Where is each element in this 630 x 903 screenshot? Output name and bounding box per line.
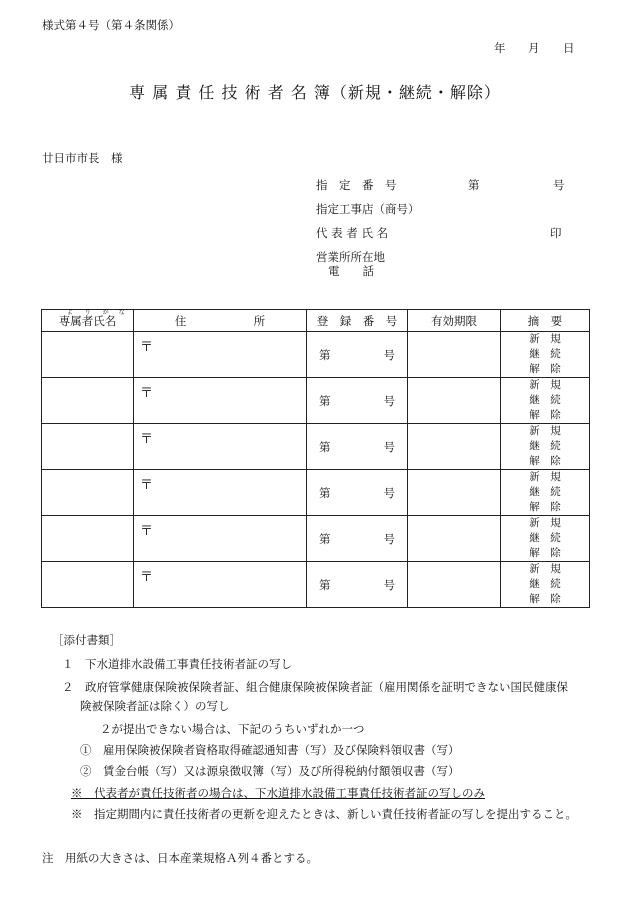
registration-go: 号: [383, 578, 395, 592]
attachment-note-1: ※ 代表者が責任技術者の場合は、下水道排水設備工事責任技術者証の写しのみ: [71, 786, 485, 800]
header-address: [134, 310, 307, 332]
summary-continue[interactable]: 継 続: [529, 486, 561, 498]
summary-cell[interactable]: [501, 516, 590, 562]
name-ruby-1: よ: [66, 308, 73, 316]
table-row: [42, 516, 590, 562]
summary-cancel[interactable]: 解 除: [529, 363, 561, 375]
summary-cell[interactable]: [501, 470, 590, 516]
date-year-label: 年: [494, 41, 506, 55]
registration-dai: 第: [319, 440, 331, 454]
summary-new[interactable]: 新 規: [529, 379, 561, 391]
registration-dai: 第: [319, 578, 331, 592]
address-cell[interactable]: [134, 424, 307, 470]
registration-cell[interactable]: [307, 332, 408, 378]
postal-mark: 〒: [140, 524, 154, 539]
date-month-label: 月: [528, 41, 540, 55]
registration-go: 号: [383, 532, 395, 546]
summary-new[interactable]: 新 規: [529, 425, 561, 437]
summary-new[interactable]: 新 規: [529, 333, 561, 345]
table-row: [42, 562, 590, 608]
name-cell[interactable]: [42, 562, 134, 608]
summary-cancel[interactable]: 解 除: [529, 593, 561, 605]
address-header-left: 住: [174, 313, 187, 328]
attachment-note-2: ※ 指定期間内に責任技術者の更新を迎えたときは、新しい責任技術者証の写しを提出すること。: [71, 807, 577, 821]
postal-mark: 〒: [140, 340, 154, 355]
name-ruby-2: り: [84, 308, 91, 316]
name-cell[interactable]: [42, 332, 134, 378]
expiry-cell[interactable]: [408, 378, 501, 424]
designation-go: 号: [553, 178, 565, 192]
table-header-row: [42, 310, 590, 332]
name-ruby-3: が: [102, 308, 109, 316]
attachments-heading: ［添付書類］: [52, 633, 121, 647]
postal-mark: 〒: [140, 570, 154, 585]
expiry-cell[interactable]: [408, 424, 501, 470]
summary-continue[interactable]: 継 続: [529, 348, 561, 360]
table-row: [42, 470, 590, 516]
registration-cell[interactable]: [307, 516, 408, 562]
technician-table: [41, 309, 590, 608]
summary-continue[interactable]: 継 続: [529, 532, 561, 544]
expiry-cell[interactable]: [408, 470, 501, 516]
summary-cancel[interactable]: 解 除: [529, 455, 561, 467]
shop-name-label: 指定工事店（商号）: [316, 202, 420, 216]
postal-mark: 〒: [140, 478, 154, 493]
summary-cell[interactable]: [501, 378, 590, 424]
office-address-label: 営業所所在地: [316, 250, 385, 264]
form-number: 様式第４号（第４条関係）: [42, 18, 180, 32]
header-summary: 摘 要: [501, 310, 590, 332]
registration-cell[interactable]: [307, 378, 408, 424]
attachment-item-2-line2: 険被保険者証は除く）の写し: [80, 699, 230, 713]
registration-cell[interactable]: [307, 424, 408, 470]
table-row: [42, 424, 590, 470]
summary-continue[interactable]: 継 続: [529, 440, 561, 452]
summary-cancel[interactable]: 解 除: [529, 409, 561, 421]
registration-dai: 第: [319, 486, 331, 500]
designation-dai: 第: [468, 178, 480, 192]
header-expiry: 有効期限: [408, 310, 501, 332]
attachment-item-2-line1: ２ 政府管掌健康保険被保険者証、組合健康保険被保険者証（雇用関係を証明できない国民健康保: [62, 680, 568, 694]
registration-go: 号: [383, 348, 395, 362]
name-cell[interactable]: [42, 378, 134, 424]
designation-number-label: 指 定 番 号: [316, 178, 397, 192]
name-header-label: 専属者氏名: [58, 313, 117, 328]
paper-size-note: 注 用紙の大きさは、日本産業規格Ａ列４番とする。: [42, 851, 318, 865]
expiry-cell[interactable]: [408, 516, 501, 562]
summary-cancel[interactable]: 解 除: [529, 547, 561, 559]
expiry-cell[interactable]: [408, 562, 501, 608]
representative-name-label: 代 表 者 氏 名: [316, 226, 389, 240]
summary-new[interactable]: 新 規: [529, 517, 561, 529]
registration-go: 号: [383, 486, 395, 500]
address-header-right: 所: [253, 313, 266, 328]
postal-mark: 〒: [140, 386, 154, 401]
registration-cell[interactable]: [307, 470, 408, 516]
postal-mark: 〒: [140, 432, 154, 447]
summary-new[interactable]: 新 規: [529, 563, 561, 575]
addressee: 廿日市市長 様: [42, 151, 123, 165]
summary-cancel[interactable]: 解 除: [529, 501, 561, 513]
address-cell[interactable]: [134, 470, 307, 516]
registration-dai: 第: [319, 394, 331, 408]
registration-cell[interactable]: [307, 562, 408, 608]
summary-continue[interactable]: 継 続: [529, 578, 561, 590]
header-registration: 登 録 番 号: [307, 310, 408, 332]
name-cell[interactable]: [42, 516, 134, 562]
attachment-item-2-note: ２が提出できない場合は、下記のうちいずれか一つ: [100, 722, 365, 736]
address-cell[interactable]: [134, 516, 307, 562]
summary-new[interactable]: 新 規: [529, 471, 561, 483]
address-cell[interactable]: [134, 562, 307, 608]
name-header-text: [58, 308, 125, 329]
registration-dai: 第: [319, 532, 331, 546]
summary-cell[interactable]: [501, 562, 590, 608]
registration-go: 号: [383, 394, 395, 408]
summary-cell[interactable]: [501, 424, 590, 470]
name-cell[interactable]: [42, 470, 134, 516]
seal-mark: 印: [550, 226, 562, 240]
date-day-label: 日: [563, 41, 575, 55]
phone-label: 電 話: [328, 264, 374, 278]
name-cell[interactable]: [42, 424, 134, 470]
summary-continue[interactable]: 継 続: [529, 394, 561, 406]
name-ruby-4: な: [118, 308, 125, 316]
attachment-sub-1: ① 雇用保険被保険者資格取得確認通知書（写）及び保険料領収書（写）: [80, 743, 460, 757]
table-row: [42, 332, 590, 378]
expiry-cell[interactable]: [408, 332, 501, 378]
address-cell[interactable]: [134, 332, 307, 378]
attachment-item-1: １ 下水道排水設備工事責任技術者証の写し: [62, 657, 292, 671]
table-row: [42, 378, 590, 424]
page-title: 専 属 責 任 技 術 者 名 簿（新規・継続・解除）: [129, 83, 501, 102]
header-name: [42, 310, 134, 332]
address-cell[interactable]: [134, 378, 307, 424]
attachment-sub-2: ② 賃金台帳（写）又は源泉徴収簿（写）及び所得税納付額領収書（写）: [80, 764, 460, 778]
summary-cell[interactable]: [501, 332, 590, 378]
registration-dai: 第: [319, 348, 331, 362]
registration-go: 号: [383, 440, 395, 454]
